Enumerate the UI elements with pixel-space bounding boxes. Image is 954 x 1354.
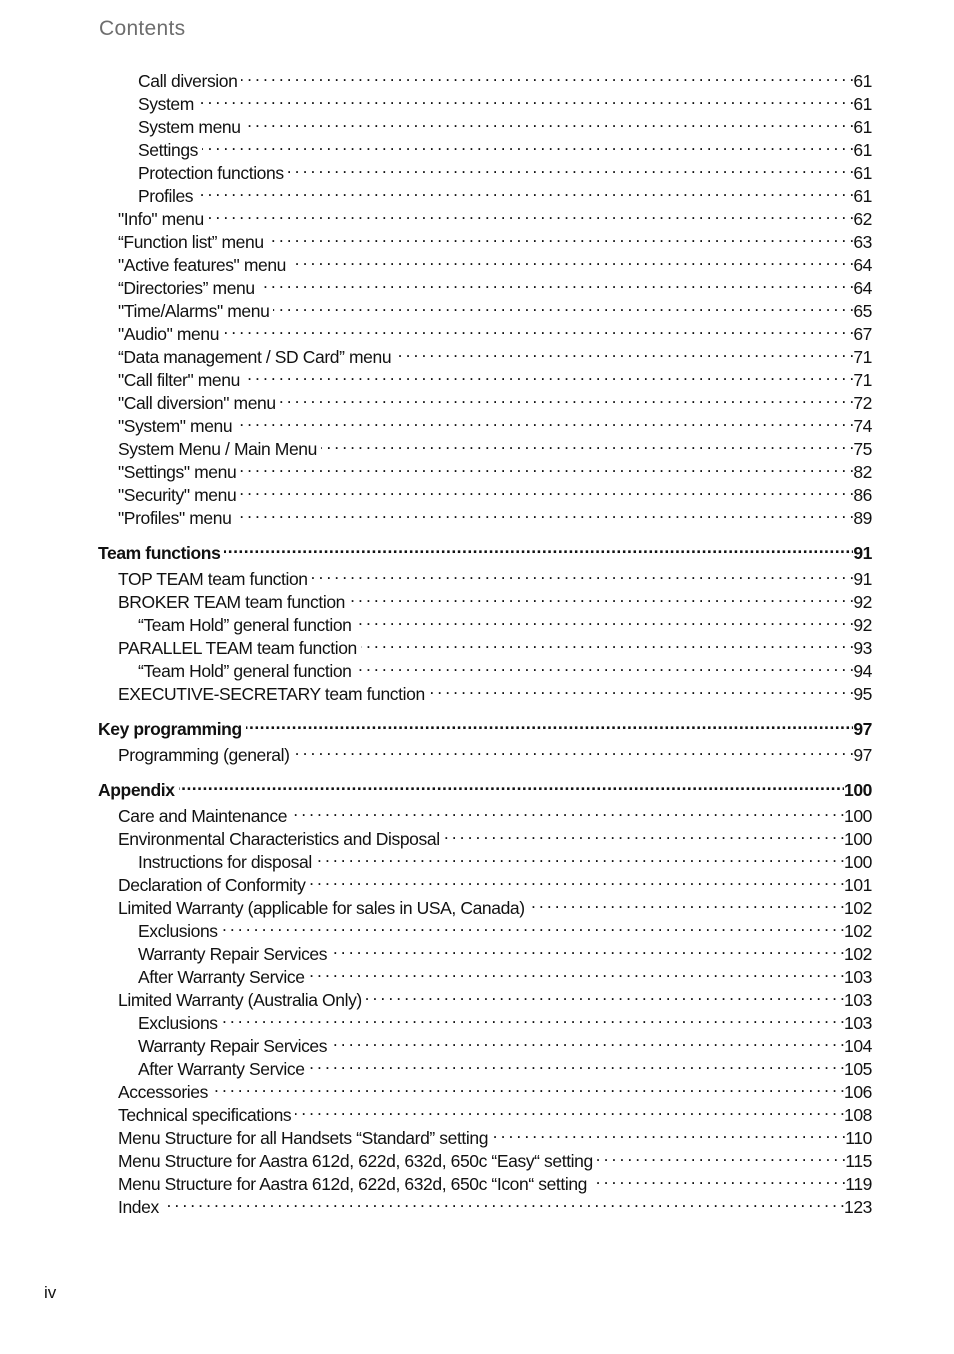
dot-leader: [245, 110, 854, 133]
dot-leader: [202, 133, 853, 156]
dot-leader: [331, 937, 844, 960]
toc-entry-title: “Team Hold” general function: [138, 661, 352, 681]
toc-entry-title: Team functions: [98, 543, 221, 563]
toc-entry-title: Key programming: [98, 719, 242, 739]
dot-leader: [223, 317, 853, 340]
toc-entry[interactable]: [98, 1098, 872, 1125]
dot-leader: [591, 1167, 845, 1190]
dot-leader: [224, 536, 853, 559]
toc-entry-title: BROKER TEAM team function: [118, 592, 345, 612]
toc-entry-page: 65: [853, 301, 872, 321]
toc-entry-title: "Profiles" menu: [118, 508, 232, 528]
toc-entry-title: "Call diversion" menu: [118, 393, 276, 413]
dot-leader: [492, 1121, 845, 1144]
toc-entry-page: 100: [844, 829, 872, 849]
toc-entry-page: 75: [853, 439, 872, 459]
toc-entry-page: 63: [853, 232, 872, 252]
dot-leader: [163, 1190, 844, 1213]
toc-entry-page: 100: [844, 806, 872, 826]
toc-entry-title: “Data management / SD Card” menu: [118, 347, 392, 367]
toc-entry-title: After Warranty Service: [138, 967, 305, 987]
dot-leader: [366, 983, 844, 1006]
dot-leader: [198, 87, 853, 110]
toc-entry-title: Exclusions: [138, 921, 218, 941]
toc-entry-title: Protection functions: [138, 163, 284, 183]
dot-leader: [280, 386, 854, 409]
toc-entry-page: 72: [853, 393, 872, 413]
dot-leader: [294, 738, 854, 761]
dot-leader: [197, 179, 853, 202]
toc-entry-title: Accessories: [118, 1082, 208, 1102]
dot-leader: [240, 455, 853, 478]
toc-entry-title: "Info" menu: [118, 209, 204, 229]
dot-leader: [597, 1144, 845, 1167]
toc-entry-page: 61: [853, 71, 872, 91]
toc-entry-title: Warranty Repair Services: [138, 1036, 328, 1056]
toc-entry-title: “Directories” menu: [118, 278, 255, 298]
toc-section-heading[interactable]: [98, 712, 872, 739]
dot-leader: [349, 585, 853, 608]
toc-entry-title: Exclusions: [138, 1013, 218, 1033]
dot-leader: [212, 1075, 844, 1098]
toc-entry-page: 92: [853, 592, 872, 612]
toc-entry-page: 64: [853, 278, 872, 298]
toc-entry-page: 61: [853, 117, 872, 137]
toc-entry-page: 71: [853, 347, 872, 367]
toc-entry-title: Index: [118, 1197, 159, 1217]
toc-entry-title: “Function list” menu: [118, 232, 264, 252]
toc-entry-page: 97: [853, 745, 872, 765]
toc-entry-page: 103: [844, 1013, 872, 1033]
dot-leader: [246, 712, 854, 735]
toc-entry[interactable]: [98, 87, 872, 114]
toc-section-heading[interactable]: [98, 773, 872, 800]
toc-entry[interactable]: [98, 64, 872, 91]
dot-leader: [241, 64, 853, 87]
toc-entry-title: TOP TEAM team function: [118, 569, 308, 589]
toc-entry-page: 123: [844, 1197, 872, 1217]
dot-leader: [395, 340, 853, 363]
toc-entry-title: "Audio" menu: [118, 324, 220, 344]
toc-entry-page: 106: [844, 1082, 872, 1102]
toc-entry-title: Limited Warranty (applicable for sales in USA, Canada): [118, 898, 525, 918]
toc-entry[interactable]: [98, 1075, 872, 1102]
toc-entry-title: System menu: [138, 117, 241, 137]
dot-leader: [179, 773, 844, 796]
toc-entry-page: 91: [853, 569, 872, 589]
toc-entry-title: Technical specifications: [118, 1105, 292, 1125]
toc-entry-title: Menu Structure for all Handsets “Standard” setting: [118, 1128, 489, 1148]
dot-leader: [259, 271, 854, 294]
dot-leader: [309, 868, 844, 891]
toc-entry-page: 82: [853, 462, 872, 482]
toc-entry-page: 61: [853, 94, 872, 114]
dot-leader: [244, 363, 853, 386]
toc-entry-title: Appendix: [98, 780, 175, 800]
toc-entry-page: 91: [853, 543, 872, 563]
dot-leader: [268, 225, 854, 248]
dot-leader: [356, 654, 854, 677]
toc-entry[interactable]: [98, 738, 872, 765]
toc-entry-title: Settings: [138, 140, 199, 160]
toc-entry-page: 104: [844, 1036, 872, 1056]
toc-entry-page: 95: [853, 684, 872, 704]
toc-entry-title: EXECUTIVE-SECRETARY team function: [118, 684, 425, 704]
toc-entry-page: 101: [844, 875, 872, 895]
toc-entry-title: "Active features" menu: [118, 255, 287, 275]
toc-entry-title: “Team Hold” general function: [138, 615, 352, 635]
dot-leader: [444, 822, 844, 845]
toc-entry-title: "Call filter" menu: [118, 370, 240, 390]
toc-entry-page: 61: [853, 186, 872, 206]
toc-entry-title: Menu Structure for Aastra 612d, 622d, 632d, 650c “Easy“ setting: [118, 1151, 593, 1171]
toc-entry-page: 100: [844, 780, 872, 800]
toc-entry[interactable]: [98, 202, 872, 229]
dot-leader: [356, 608, 854, 631]
dot-leader: [316, 845, 844, 868]
dot-leader: [222, 1006, 844, 1029]
toc-entry-title: Care and Maintenance: [118, 806, 288, 826]
dot-leader: [290, 248, 853, 271]
toc-entry-title: System: [138, 94, 194, 114]
toc-entry[interactable]: [98, 110, 872, 137]
dot-leader: [273, 294, 853, 317]
dot-leader: [291, 799, 844, 822]
toc-entry[interactable]: [98, 179, 872, 206]
toc-entry-page: 71: [853, 370, 872, 390]
toc-entry-page: 102: [844, 944, 872, 964]
dot-leader: [312, 562, 854, 585]
toc-entry-title: Environmental Characteristics and Disposal: [118, 829, 440, 849]
toc-entry[interactable]: [98, 156, 872, 183]
toc-entry-title: After Warranty Service: [138, 1059, 305, 1079]
toc-entry-title: Instructions for disposal: [138, 852, 312, 872]
toc-entry-page: 94: [853, 661, 872, 681]
toc-entry[interactable]: [98, 1190, 872, 1217]
toc-entry-page: 105: [844, 1059, 872, 1079]
dot-leader: [429, 677, 854, 700]
toc-entry-page: 103: [844, 990, 872, 1010]
toc-section-heading[interactable]: [98, 536, 872, 563]
dot-leader: [236, 409, 853, 432]
dot-leader: [309, 960, 844, 983]
dot-leader: [331, 1029, 844, 1052]
toc-entry-page: 100: [844, 852, 872, 872]
toc-entry-page: 61: [853, 140, 872, 160]
toc-entry-title: "Settings" menu: [118, 462, 237, 482]
toc-entry-page: 92: [853, 615, 872, 635]
toc-entry-page: 74: [853, 416, 872, 436]
toc-entry-title: "Security" menu: [118, 485, 237, 505]
toc-entry-page: 102: [844, 898, 872, 918]
toc-entry-page: 97: [853, 719, 872, 739]
dot-leader: [529, 891, 844, 914]
toc-entry-title: Programming (general): [118, 745, 290, 765]
dot-leader: [295, 1098, 844, 1121]
dot-leader: [208, 202, 853, 225]
toc-entry-page: 93: [853, 638, 872, 658]
toc-entry-title: System Menu / Main Menu: [118, 439, 317, 459]
toc-entry-title: Declaration of Conformity: [118, 875, 306, 895]
toc-entry-page: 102: [844, 921, 872, 941]
dot-leader: [235, 501, 853, 524]
toc-entry-page: 119: [845, 1174, 872, 1194]
toc-entry[interactable]: [98, 562, 872, 589]
table-of-contents: [98, 64, 872, 1217]
toc-entry-page: 86: [853, 485, 872, 505]
toc-entry-title: Call diversion: [138, 71, 238, 91]
toc-entry-title: "Time/Alarms" menu: [118, 301, 270, 321]
toc-entry[interactable]: [98, 225, 872, 252]
toc-entry-page: 108: [844, 1105, 872, 1125]
toc-entry-page: 89: [853, 508, 872, 528]
toc-entry-title: Profiles: [138, 186, 194, 206]
toc-entry[interactable]: [98, 799, 872, 826]
dot-leader: [240, 478, 853, 501]
dot-leader: [321, 432, 853, 455]
toc-entry-title: "System" menu: [118, 416, 233, 436]
toc-entry-page: 103: [844, 967, 872, 987]
page-title: Contents: [99, 17, 186, 40]
toc-entry[interactable]: [98, 133, 872, 160]
toc-entry-page: 62: [853, 209, 872, 229]
toc-entry-title: PARALLEL TEAM team function: [118, 638, 357, 658]
toc-entry-title: Limited Warranty (Australia Only): [118, 990, 362, 1010]
toc-entry-page: 61: [853, 163, 872, 183]
toc-entry-page: 115: [845, 1151, 872, 1171]
dot-leader: [288, 156, 854, 179]
dot-leader: [222, 914, 844, 937]
page-number: iv: [44, 1283, 57, 1302]
dot-leader: [361, 631, 853, 654]
dot-leader: [309, 1052, 844, 1075]
toc-entry-title: Warranty Repair Services: [138, 944, 328, 964]
toc-entry-title: Menu Structure for Aastra 612d, 622d, 632d, 650c “Icon“ setting: [118, 1174, 587, 1194]
toc-entry-page: 64: [853, 255, 872, 275]
toc-entry-page: 110: [845, 1128, 872, 1148]
toc-entry-page: 67: [853, 324, 872, 344]
